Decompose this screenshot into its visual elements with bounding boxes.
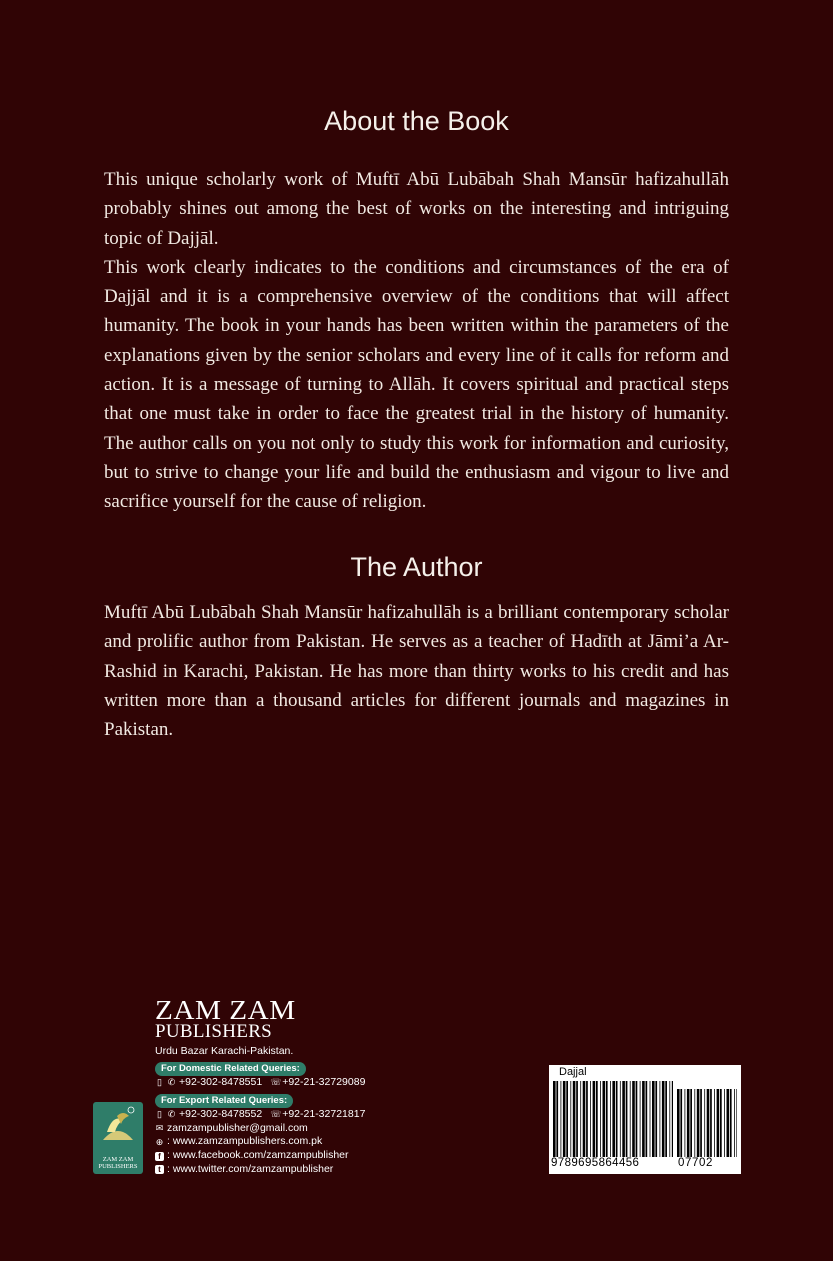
barcode-box bbox=[549, 1065, 741, 1174]
email-line bbox=[155, 1122, 455, 1136]
facebook-text: : www.facebook.com/zamzampublisher bbox=[167, 1149, 349, 1162]
facebook-icon: f bbox=[155, 1152, 164, 1161]
barcode-main-icon bbox=[553, 1081, 673, 1157]
publisher-subname: PUBLISHERS bbox=[155, 1021, 273, 1042]
barcode-addon-number: 07702 bbox=[678, 1157, 713, 1169]
logo-text-line-1: ZAM ZAM bbox=[102, 1156, 134, 1163]
globe-icon: ⊕ bbox=[155, 1136, 164, 1147]
barcode-addon-icon bbox=[677, 1089, 737, 1157]
mobile-icon: ▯ bbox=[157, 1109, 162, 1120]
author-text bbox=[104, 598, 729, 744]
twitter-icon: t bbox=[155, 1165, 164, 1174]
website-text: : www.zamzampublishers.com.pk bbox=[167, 1135, 323, 1148]
phone-icon: ☏ bbox=[270, 1077, 282, 1088]
domestic-phone: +92-21-32729089 bbox=[282, 1076, 366, 1088]
author-heading: The Author bbox=[350, 552, 483, 582]
whatsapp-icon: ✆ bbox=[167, 1077, 176, 1088]
logo-emblem-icon bbox=[93, 1102, 143, 1152]
twitter-text: : www.twitter.com/zamzampublisher bbox=[167, 1162, 334, 1175]
twitter-line bbox=[155, 1163, 455, 1177]
about-paragraph-1: This unique scholarly work of Muftī Abū Lubābah Shah Mansūr hafizahullāh probably shines out among the best of works on the interesting and intriguing topic of Dajjāl. bbox=[104, 169, 729, 249]
domestic-queries-label: For Domestic Related Queries: bbox=[155, 1062, 306, 1076]
author-paragraph: Muftī Abū Lubābah Shah Mansūr hafizahullāh is a brilliant contemporary scholar and prolific author from Pakistan. He serves as a teacher of Hadīth at Jāmi’a Ar-Rashid in Karachi, Pakistan. He has more than thirty works to his credit and has written more than a thousand articles for different journals and magazines in Pakistan. bbox=[104, 602, 729, 741]
whatsapp-icon: ✆ bbox=[167, 1109, 176, 1120]
phone-icon: ☏ bbox=[270, 1109, 282, 1120]
email-text: zamzampublisher@gmail.com bbox=[167, 1121, 308, 1134]
about-heading: About the Book bbox=[324, 106, 509, 136]
barcode-title: Dajjal bbox=[559, 1066, 587, 1078]
logo-text-line-2: PUBLISHERS bbox=[98, 1163, 138, 1170]
mobile-icon: ▯ bbox=[157, 1077, 162, 1088]
facebook-line bbox=[155, 1149, 455, 1163]
publisher-logo bbox=[93, 1102, 143, 1174]
publisher-name: ZAM ZAM bbox=[155, 995, 296, 1025]
export-mobile: +92-302-8478552 bbox=[179, 1107, 263, 1120]
export-phone: +92-21-32721817 bbox=[282, 1107, 366, 1120]
email-icon: ✉ bbox=[155, 1122, 164, 1133]
about-text bbox=[104, 165, 729, 517]
about-paragraph-2: This work clearly indicates to the conditions and circumstances of the era of Dajjāl and it is a comprehensive overview of the conditions that will affect humanity. The book in your hands has been written within the parameters of the explanations given by the senior scholars and every line of it calls for reform and action. It is a message of turning to Allāh. It covers spiritual and practical steps that one must take in order to face the greatest trial in the history of humanity. The author calls on you not only to study this work for information and curiosity, but to strive to change your life and build the enthusiasm and vigour to live and sacrifice yourself for the cause of religion. bbox=[104, 256, 729, 513]
domestic-mobile: +92-302-8478551 bbox=[179, 1076, 263, 1088]
barcode-isbn: 9789695864456 bbox=[551, 1157, 640, 1169]
publisher-block bbox=[155, 995, 455, 1177]
publisher-address: Urdu Bazar Karachi-Pakistan. bbox=[155, 1045, 294, 1057]
website-line bbox=[155, 1135, 455, 1149]
export-contact-line bbox=[155, 1108, 455, 1122]
export-queries-label: For Export Related Queries: bbox=[155, 1094, 293, 1108]
domestic-contact-line bbox=[155, 1076, 455, 1090]
